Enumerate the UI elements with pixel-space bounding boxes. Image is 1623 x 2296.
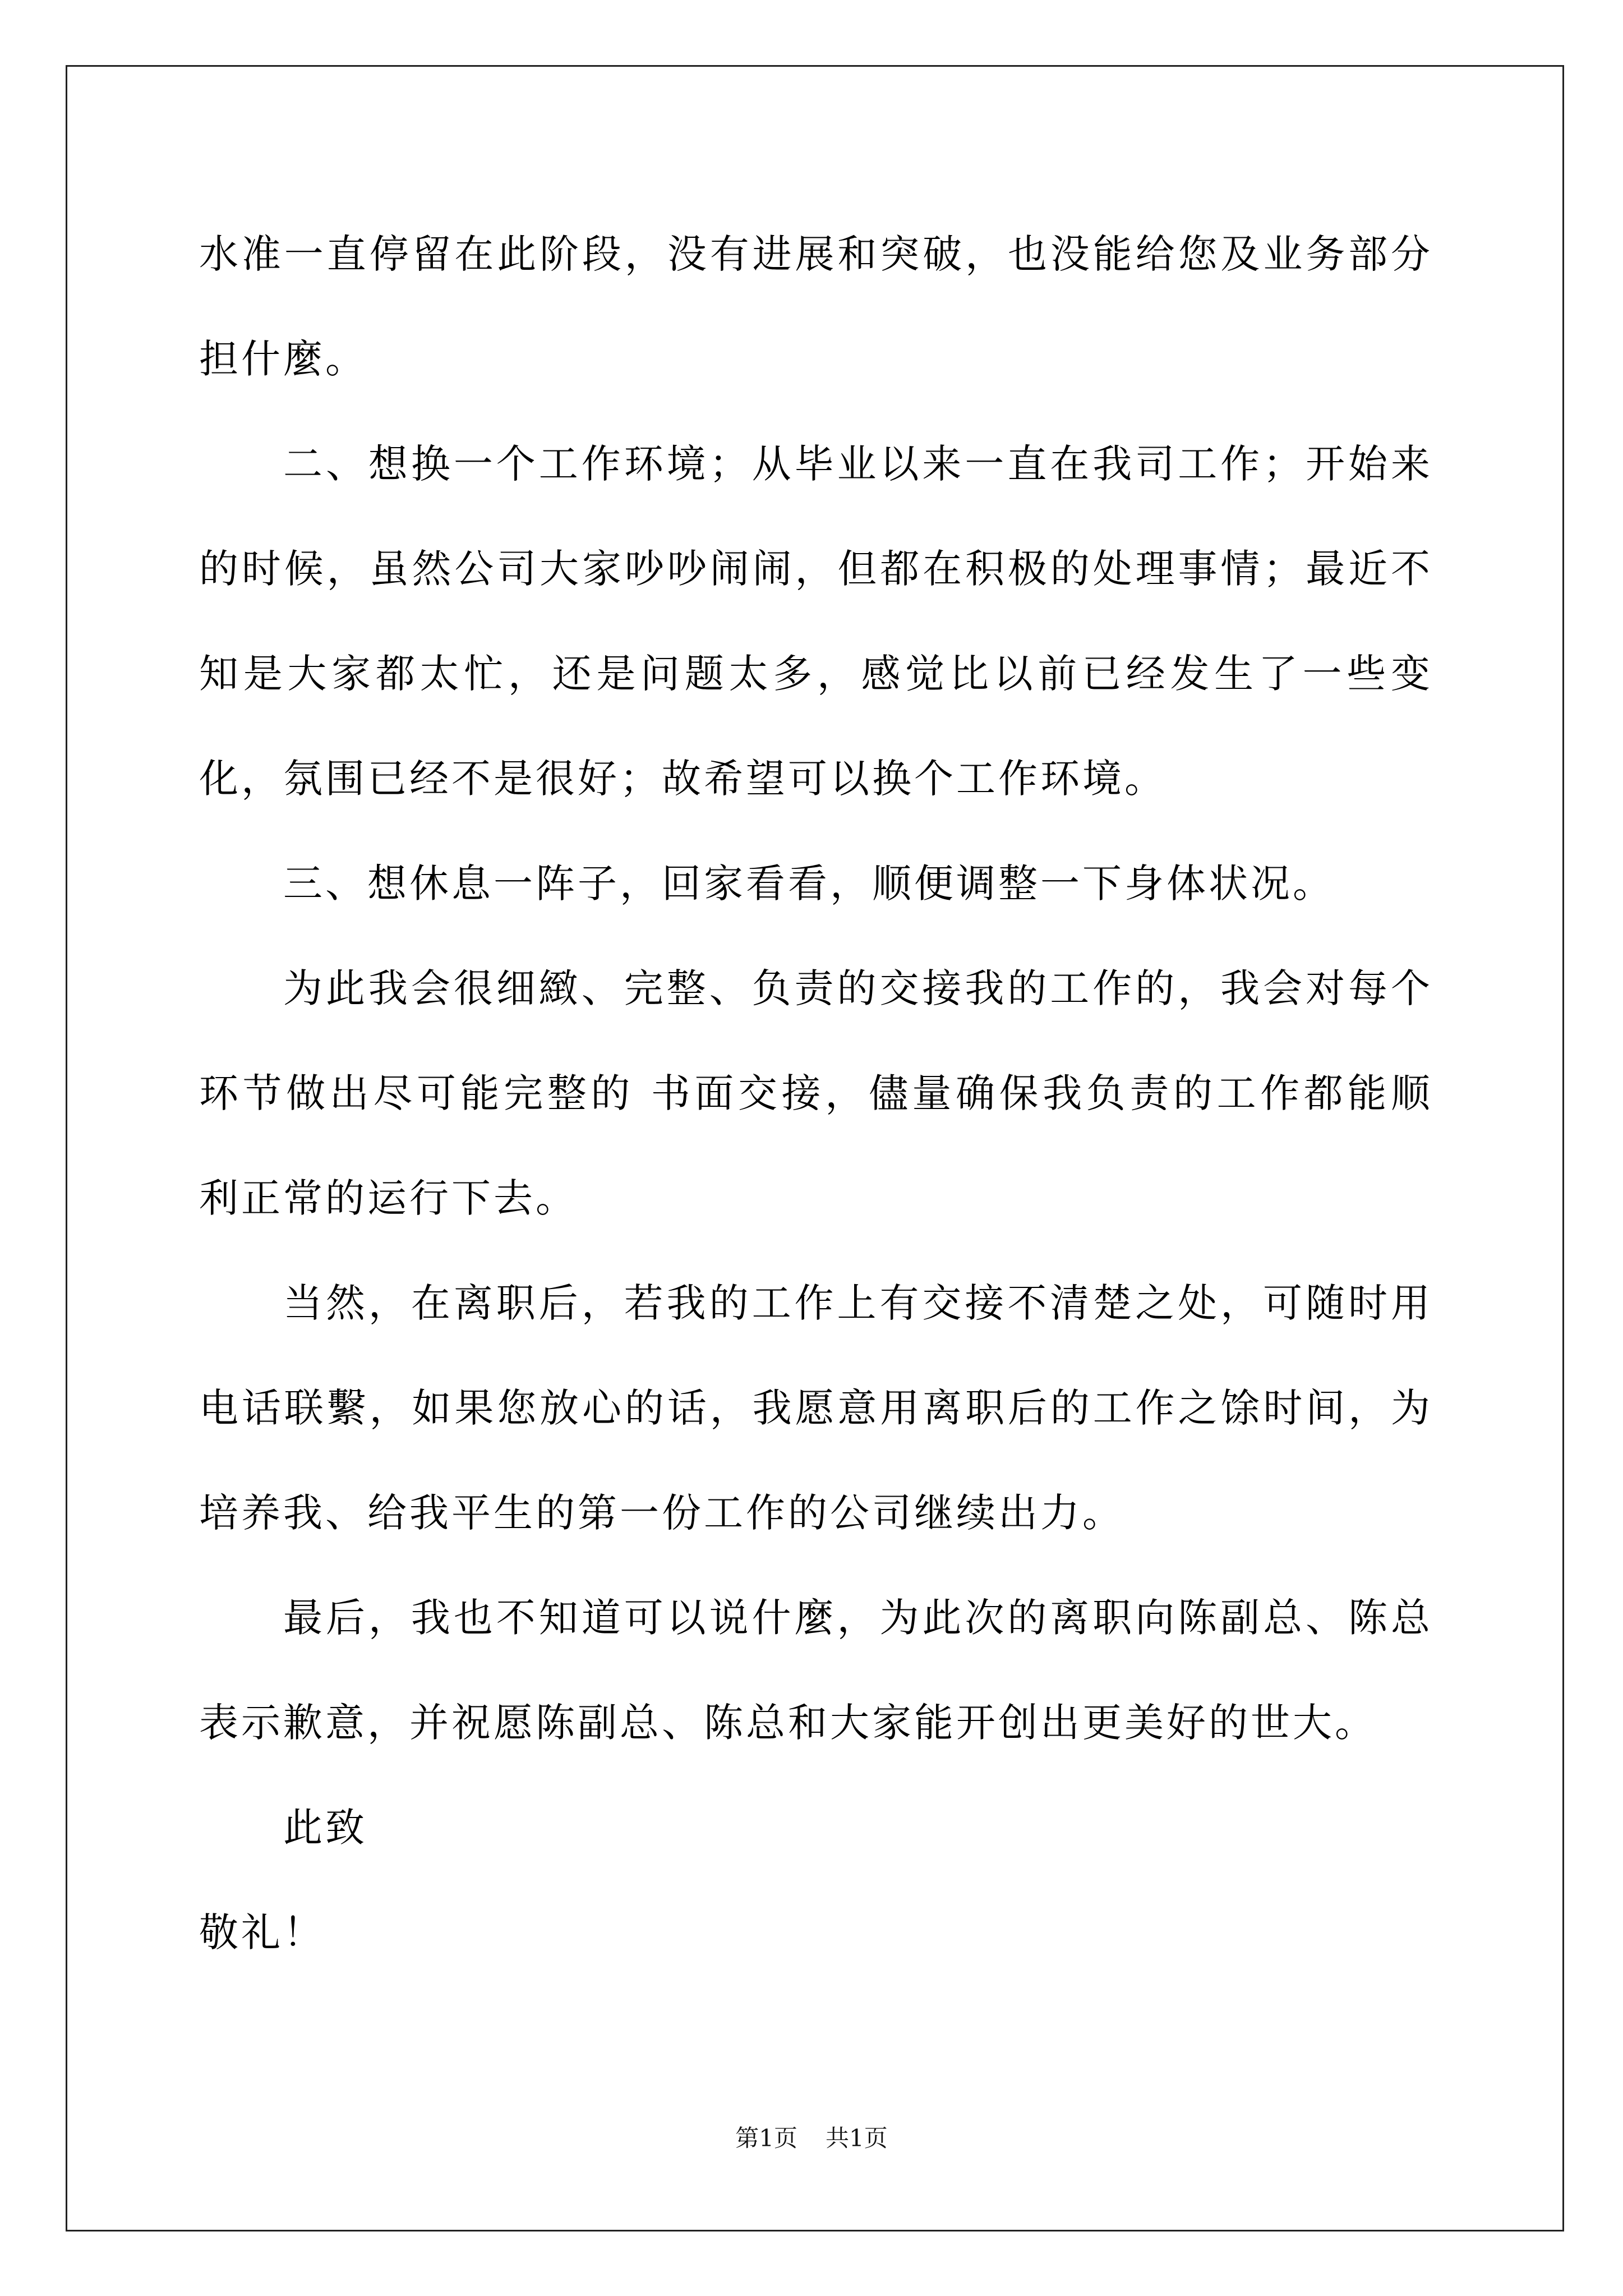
salutation-jingli: 敬礼！ [199, 1910, 325, 1955]
paragraph-continuation: 水准一直停留在此阶段，没有进展和突破，也没能给您及业务部分担什麼。 [199, 231, 1433, 382]
salutation-cizhi: 此致 [283, 1805, 367, 1851]
paragraph-reason-two: 二、想换一个工作环境；从毕业以来一直在我司工作；开始来的时候，虽然公司大家吵吵闹闹，但都在积极的处理事情；最近不知是大家都太忙，还是问题太多，感觉比以前已经发生了一些变化，氛围已经不是很好；故希望可以换个工作环境。 [199, 441, 1433, 802]
paragraph-handover: 为此我会很细緻、完整、负责的交接我的工作的，我会对每个环节做出尽可能完整的 书面交接，儘量确保我负责的工作都能顺利正常的运行下去。 [199, 965, 1433, 1221]
paragraph-after-leaving: 当然，在离职后，若我的工作上有交接不清楚之处，可随时用电话联繫，如果您放心的话，我愿意用离职后的工作之馀时间，为培养我、给我平生的第一份工作的公司继续出力。 [199, 1280, 1433, 1536]
paragraph-closing: 最后，我也不知道可以说什麼，为此次的离职向陈副总、陈总表示歉意，并祝愿陈副总、陈总和大家能开创出更美好的世大。 [199, 1595, 1433, 1746]
paragraph-reason-three: 三、想休息一阵子，回家看看，顺便调整一下身体状况。 [283, 861, 1335, 907]
page-footer [0, 2122, 1623, 2155]
page-number-current: 第1页 [735, 2124, 797, 2152]
letter-body [199, 202, 1433, 1985]
page-number-total: 共1页 [826, 2124, 888, 2152]
